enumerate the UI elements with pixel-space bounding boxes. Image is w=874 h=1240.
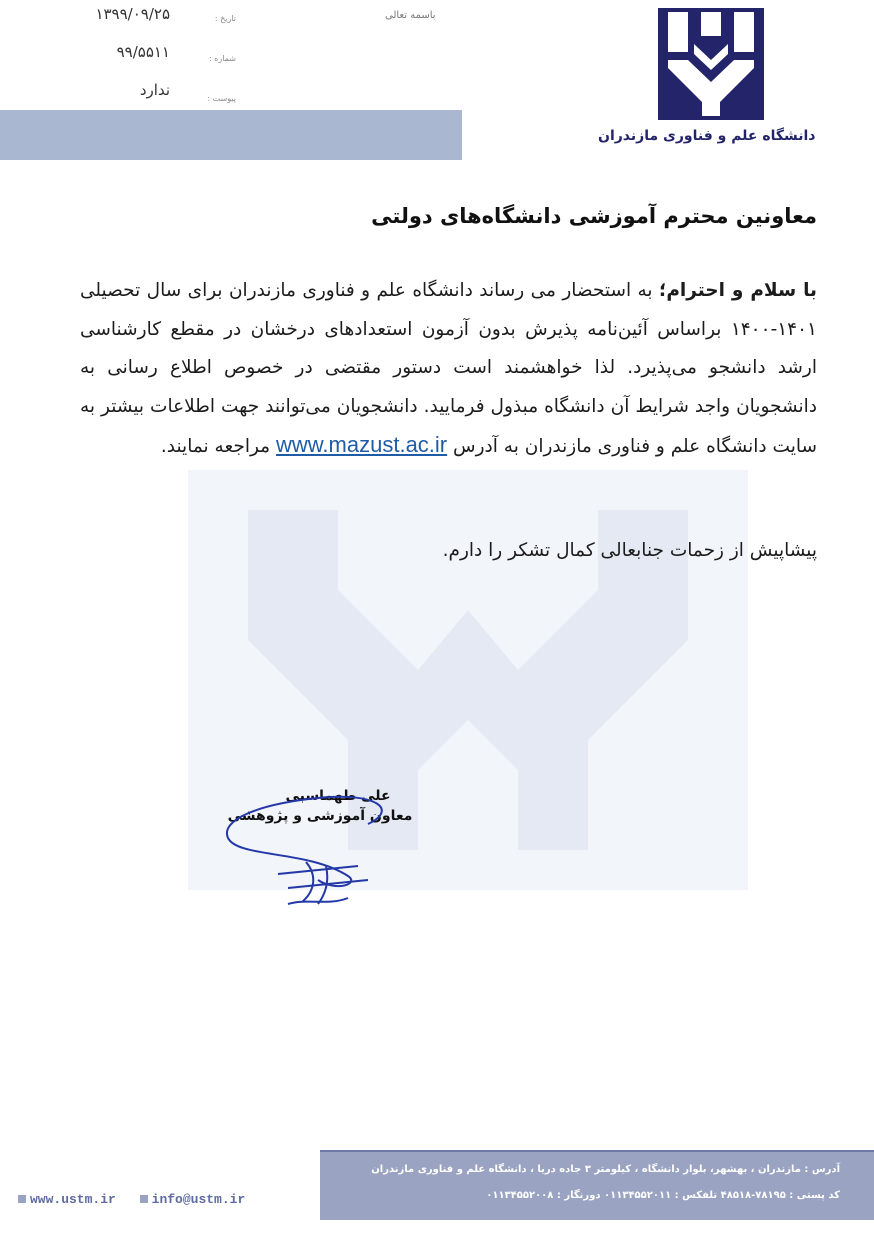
footer-web-contacts [2,1192,245,1207]
attachment-label: پیوست : [207,94,236,103]
signatory-name: علی طهماسبی [285,788,391,804]
bullet-icon [140,1195,148,1203]
date-label: تاریخ : [214,14,236,23]
date-value: ۱۳۹۹/۰۹/۲۵ [95,5,170,23]
number-value: ۹۹/۵۵۱۱ [116,43,170,61]
greeting: با سلام و احترام؛ [658,280,817,301]
attachment-value: ندارد [139,81,170,99]
footer-website[interactable]: www.ustm.ir [30,1192,116,1207]
letter-body [80,272,817,467]
closing-line: پیشاپیش از زحمات جنابعالی کمال تشکر را دارم. [442,540,817,561]
bismillah: باسمه تعالی [385,10,436,21]
website-link[interactable]: www.mazust.ac.ir [275,432,448,457]
number-label: شماره : [208,54,236,63]
header-band [0,110,462,160]
handwritten-signature [218,780,398,920]
bullet-icon [18,1195,26,1203]
body-text: به استحضار می رساند دانشگاه علم و فناوری مازندران برای سال تحصیلی ۱۴۰۱-۱۴۰۰ براساس آئین‌نامه پذیرش بدون آزمون استعدادهای درخشان در مقطع کارشناسی ارشد دانشجو می‌پذیرد. لذا خواهشمند است دستور مقتضی در خصوص اطلاع رسانی به دانشجویان واجد شرایط آن دانشگاه مبذول فرمایید. دانشجویان می‌توانند جهت اطلاعات بیشتر به سایت دانشگاه علم و فناوری مازندران به آدرس [80,280,817,457]
footer-email[interactable]: info@ustm.ir [151,1192,246,1207]
footer-contact: کد پستی : ۷۸۱۹۵-۴۸۵۱۸ تلفکس : ۰۱۱۳۴۵۵۲۰۱۱ دورنگار : ۰۱۱۳۴۵۵۲۰۰۸ [486,1190,840,1201]
footer-address: آدرس : مازندران ، بهشهر، بلوار دانشگاه ، کیلومتر ۳ جاده دریا ، دانشگاه علم و فناوری مازندران [371,1164,840,1175]
university-name: دانشگاه علم و فناوری مازندران [598,128,816,144]
signatory-title: معاون آموزشی و پژوهشی [227,808,413,824]
signature-block [218,780,413,920]
university-logo-icon [658,8,764,120]
recipient-heading: معاونین محترم آموزشی دانشگاه‌های دولتی [371,204,817,228]
meta-values [60,4,170,118]
body-end-text: مراجعه نمایند. [160,436,276,457]
footer-band [320,1150,874,1220]
